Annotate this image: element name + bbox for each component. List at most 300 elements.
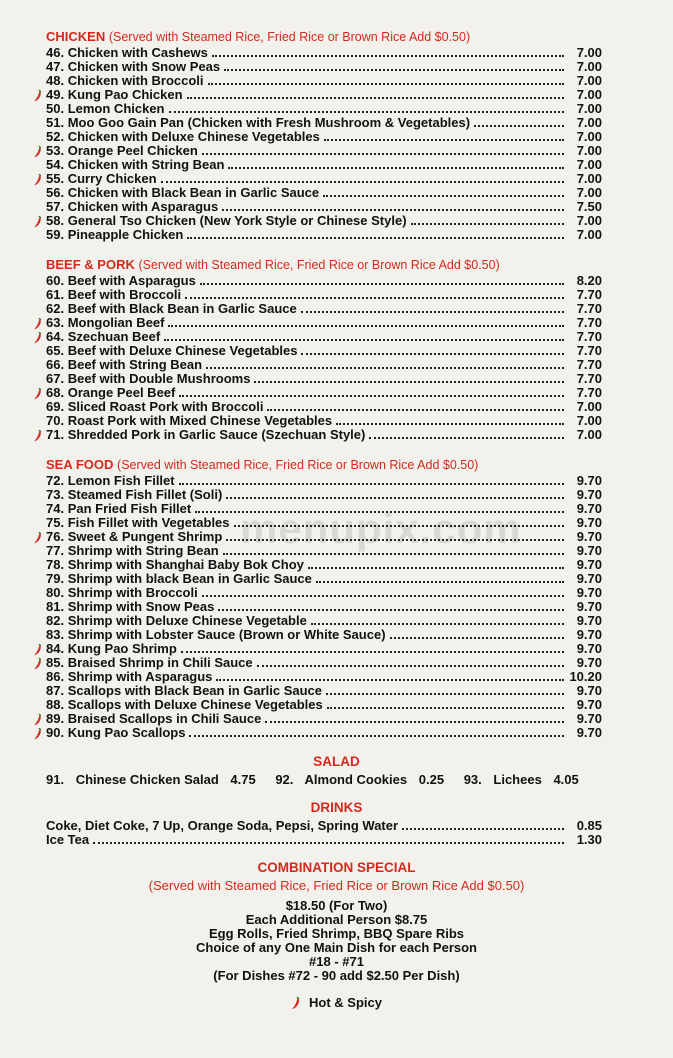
dot-leader (161, 171, 564, 183)
item-number: 87. (46, 683, 65, 698)
item-title: Kung Pao Scallops (67, 725, 186, 740)
menu-item-row (46, 330, 602, 344)
combo-note: (Served with Steamed Rice, Fried Rice or Brown Rice Add $0.50) (148, 878, 525, 893)
drinks-heading: DRINKS (310, 800, 363, 815)
section-header-chicken (46, 30, 626, 44)
item-number: 93. (463, 772, 482, 787)
menu-item-row (46, 474, 602, 488)
menu-item-row (46, 712, 602, 726)
dot-leader (267, 399, 564, 411)
item-number: 63. (46, 315, 65, 330)
item-number: 54. (46, 157, 65, 172)
dot-leader (200, 273, 564, 285)
dot-leader (301, 301, 564, 313)
item-price: 7.00 (576, 87, 602, 102)
item-price: 7.00 (576, 101, 602, 116)
item-name (46, 330, 160, 344)
item-number: 52. (46, 129, 65, 144)
item-number: 89. (46, 711, 65, 726)
section-note: (Served with Steamed Rice, Fried Rice or Brown Rice Add $0.50) (108, 30, 471, 44)
menu-item-row (46, 400, 602, 414)
item-price: 7.70 (576, 315, 602, 330)
item-price: 1.30 (576, 832, 602, 847)
item-number: 51. (46, 115, 65, 130)
item-title: Beef with String Bean (67, 357, 203, 372)
item-price: 7.00 (576, 129, 602, 144)
menu-item-row (46, 600, 602, 614)
item-title: General Tso Chicken (New York Style or Chinese Style) (67, 213, 407, 228)
item-number: 53. (46, 143, 65, 158)
item-name (46, 558, 304, 572)
dot-leader (228, 157, 564, 169)
item-name (46, 316, 164, 330)
item-number: 78. (46, 557, 65, 572)
menu-item-row (46, 544, 602, 558)
legend (0, 996, 673, 1010)
item-title: Chicken with Cashews (67, 45, 208, 60)
menu-item-row (46, 614, 602, 628)
dot-leader (195, 501, 564, 513)
item-name (46, 572, 312, 586)
dot-leader (324, 129, 564, 141)
item-price: 9.70 (576, 655, 602, 670)
item-price: 7.70 (576, 371, 602, 386)
item-name (46, 414, 332, 428)
item-price: 9.70 (576, 683, 602, 698)
dot-leader (189, 725, 564, 737)
dot-leader (208, 73, 564, 85)
item-title: Scallops with Black Bean in Garlic Sauce (67, 683, 323, 698)
menu-item-row (46, 144, 602, 158)
dot-leader (301, 343, 564, 355)
menu-item-row (46, 358, 602, 372)
dot-leader (474, 115, 564, 127)
menu-item-row (46, 558, 602, 572)
item-number: 61. (46, 287, 65, 302)
menu-item-row (46, 274, 602, 288)
section-header-sea-food (46, 458, 626, 472)
item-name (46, 116, 470, 130)
item-number: 68. (46, 385, 65, 400)
item-title: Moo Goo Gain Pan (Chicken with Fresh Mushroom & Vegetables) (67, 115, 471, 130)
menu-item-row (46, 60, 602, 74)
item-number: 84. (46, 641, 65, 656)
item-name (46, 726, 185, 740)
dot-leader (390, 627, 564, 639)
section-title: SEA FOOD (46, 457, 114, 472)
item-number: 69. (46, 399, 65, 414)
item-title: Chicken with Deluxe Chinese Vegetables (67, 129, 320, 144)
menu-item-row (46, 698, 602, 712)
item-number: 75. (46, 515, 65, 530)
item-price: 9.70 (576, 515, 602, 530)
item-price: 7.00 (576, 171, 602, 186)
menu-item-row (46, 656, 602, 670)
menu-item-row (46, 488, 602, 502)
menu-item-row (46, 228, 602, 242)
item-price: 4.05 (553, 772, 579, 787)
item-price: 9.70 (576, 641, 602, 656)
item-name (46, 628, 386, 642)
item-number: 49. (46, 87, 65, 102)
section-title: CHICKEN (46, 29, 106, 44)
chili-pepper-icon (32, 429, 44, 441)
item-name (46, 274, 196, 288)
item-title: Sliced Roast Pork with Broccoli (67, 399, 264, 414)
menu-item-row (46, 502, 602, 516)
item-number: 60. (46, 273, 65, 288)
item-price: 9.70 (576, 529, 602, 544)
dot-leader (169, 101, 565, 113)
dot-leader (226, 529, 564, 541)
item-number: 67. (46, 371, 65, 386)
item-name: Coke, Diet Coke, 7 Up, Orange Soda, Pepsi, Spring Water (46, 818, 399, 833)
item-title: Braised Scallops in Chili Sauce (67, 711, 262, 726)
item-title: Braised Shrimp in Chili Sauce (67, 655, 253, 670)
dot-leader (257, 655, 564, 667)
item-name (46, 344, 297, 358)
item-name (46, 670, 212, 684)
item-number: 85. (46, 655, 65, 670)
item-name (46, 172, 157, 186)
dot-leader (234, 515, 564, 527)
item-number: 59. (46, 227, 65, 242)
item-number: 79. (46, 571, 65, 586)
item-name (46, 684, 322, 698)
item-number: 71. (46, 427, 65, 442)
item-price: 9.70 (576, 473, 602, 488)
item-price: 9.70 (576, 599, 602, 614)
dot-leader (181, 641, 564, 653)
item-title: Curry Chicken (67, 171, 157, 186)
item-price: 9.70 (576, 487, 602, 502)
item-price: 8.20 (576, 273, 602, 288)
item-name (46, 372, 250, 386)
chili-pepper-icon (32, 317, 44, 329)
item-number: 58. (46, 213, 65, 228)
item-title: Pineapple Chicken (67, 227, 184, 242)
dot-leader (179, 385, 564, 397)
item-price: 7.00 (576, 115, 602, 130)
section-note: (Served with Steamed Rice, Fried Rice or Brown Rice Add $0.50) (138, 258, 500, 272)
item-name (46, 158, 224, 172)
dot-leader (187, 227, 564, 239)
item-name (46, 544, 219, 558)
item-title: Scallops with Deluxe Chinese Vegetables (67, 697, 323, 712)
item-price: 9.70 (576, 613, 602, 628)
item-title: Kung Pao Shrimp (67, 641, 177, 656)
item-title: Shredded Pork in Garlic Sauce (Szechuan Style) (67, 427, 366, 442)
item-title: Orange Peel Chicken (67, 143, 198, 158)
item-price: 9.70 (576, 501, 602, 516)
item-name (46, 474, 175, 488)
item-number: 80. (46, 585, 65, 600)
item-name (46, 102, 165, 116)
item-title: Beef with Black Bean in Garlic Sauce (67, 301, 297, 316)
menu-item-row (46, 642, 602, 656)
item-price: 7.50 (576, 199, 602, 214)
item-price: 7.00 (576, 213, 602, 228)
dot-leader (223, 543, 564, 555)
item-name (46, 200, 218, 214)
item-price: 7.70 (576, 357, 602, 372)
salad-item-92 (275, 772, 452, 787)
item-title: Fish Fillet with Vegetables (67, 515, 230, 530)
dot-leader (206, 357, 564, 369)
menu-item-row (46, 316, 602, 330)
menu-item-row (46, 214, 602, 228)
menu-item-row (46, 102, 602, 116)
salad-heading: SALAD (313, 754, 360, 769)
item-title: Chicken with Black Bean in Garlic Sauce (67, 185, 320, 200)
item-name: Lichees (493, 772, 542, 787)
item-number: 62. (46, 301, 65, 316)
item-name (46, 698, 323, 712)
item-name: Chinese Chicken Salad (75, 772, 219, 787)
dot-leader (265, 711, 564, 723)
dot-leader (187, 87, 564, 99)
item-name (46, 228, 183, 242)
item-price: 7.00 (576, 59, 602, 74)
combo-line: Choice of any One Main Dish for each Person (195, 940, 477, 955)
item-number: 72. (46, 473, 65, 488)
item-title: Shrimp with Lobster Sauce (Brown or White Sauce) (67, 627, 386, 642)
item-title: Sweet & Pungent Shrimp (67, 529, 223, 544)
item-title: Chicken with String Bean (67, 157, 225, 172)
menu-item-row (46, 516, 602, 530)
item-price: 9.70 (576, 585, 602, 600)
dot-leader (411, 213, 564, 225)
item-title: Szechuan Beef (67, 329, 161, 344)
menu-item-row (46, 344, 602, 358)
item-number: 46. (46, 45, 65, 60)
salad-item-93 (464, 772, 587, 787)
menu-item-row (46, 74, 602, 88)
combo-line: #18 - #71 (309, 954, 364, 969)
item-price: 7.00 (576, 413, 602, 428)
menu-item-row (46, 372, 602, 386)
dot-leader (308, 557, 564, 569)
salad-row (46, 773, 606, 787)
combo-heading: COMBINATION SPECIAL (257, 860, 416, 875)
item-title: Shrimp with Deluxe Chinese Vegetable (67, 613, 307, 628)
item-price: 7.70 (576, 329, 602, 344)
item-price: 7.00 (576, 45, 602, 60)
item-price: 7.00 (576, 227, 602, 242)
dot-leader (326, 683, 564, 695)
item-title: Mongolian Beef (67, 315, 165, 330)
item-name (46, 60, 220, 74)
chili-pepper-icon (291, 997, 301, 1010)
item-price: 7.70 (576, 287, 602, 302)
item-price: 7.70 (576, 343, 602, 358)
dot-leader (216, 669, 564, 681)
dot-leader (185, 287, 564, 299)
dot-leader (218, 599, 564, 611)
item-number: 50. (46, 101, 65, 116)
item-name (46, 74, 204, 88)
item-title: Chicken with Broccoli (67, 73, 204, 88)
item-price: 7.00 (576, 157, 602, 172)
item-name (46, 386, 175, 400)
item-name (46, 642, 177, 656)
item-number: 88. (46, 697, 65, 712)
item-number: 77. (46, 543, 65, 558)
menu-item-row (46, 88, 602, 102)
menu-item-row (46, 670, 602, 684)
item-number: 81. (46, 599, 65, 614)
dot-leader (327, 697, 564, 709)
chili-pepper-icon (32, 331, 44, 343)
item-name (46, 428, 365, 442)
item-name (46, 302, 297, 316)
combo-line: Each Additional Person $8.75 (245, 912, 428, 927)
item-number: 57. (46, 199, 65, 214)
salad-item-91 (46, 772, 264, 787)
item-title: Orange Peel Beef (67, 385, 176, 400)
item-title: Beef with Broccoli (67, 287, 182, 302)
menu-item-row (46, 172, 602, 186)
item-title: Beef with Deluxe Chinese Vegetables (67, 343, 298, 358)
item-price: 7.70 (576, 385, 602, 400)
item-name (46, 586, 198, 600)
item-price: 9.70 (576, 725, 602, 740)
item-title: Beef with Double Mushrooms (67, 371, 251, 386)
item-title: Shrimp with Broccoli (67, 585, 198, 600)
menu-item-row (46, 586, 602, 600)
item-price: 7.00 (576, 73, 602, 88)
drink-row (46, 833, 602, 847)
item-name (46, 214, 407, 228)
item-title: Shrimp with Asparagus (67, 669, 213, 684)
item-name (46, 186, 319, 200)
menu-item-row (46, 726, 602, 740)
item-name (46, 516, 230, 530)
item-price: 7.00 (576, 399, 602, 414)
menu-item-row (46, 288, 602, 302)
item-price: 9.70 (576, 697, 602, 712)
item-title: Beef with Asparagus (67, 273, 196, 288)
item-title: Chicken with Snow Peas (67, 59, 221, 74)
menu-item-row (46, 200, 602, 214)
chili-pepper-icon (32, 727, 44, 739)
dot-leader (254, 371, 564, 383)
item-number: 66. (46, 357, 65, 372)
combo-line: Egg Rolls, Fried Shrimp, BBQ Spare Ribs (209, 926, 464, 941)
dot-leader (336, 413, 564, 425)
menu-item-row (46, 530, 602, 544)
item-price: 9.70 (576, 543, 602, 558)
menu-item-row (46, 572, 602, 586)
menu-item-row (46, 158, 602, 172)
item-title: Pan Fried Fish Fillet (67, 501, 192, 516)
item-title: Shrimp with Shanghai Baby Bok Choy (67, 557, 304, 572)
menu-item-row (46, 116, 602, 130)
item-title: Shrimp with black Bean in Garlic Sauce (67, 571, 312, 586)
item-name: Almond Cookies (304, 772, 408, 787)
dot-leader (323, 185, 564, 197)
dot-leader (168, 315, 564, 327)
chili-pepper-icon (32, 215, 44, 227)
menu-item-row (46, 186, 602, 200)
item-price: 9.70 (576, 711, 602, 726)
item-name (46, 130, 320, 144)
item-price: 0.85 (576, 818, 602, 833)
item-name (46, 530, 222, 544)
item-number: 76. (46, 529, 65, 544)
item-number: 47. (46, 59, 65, 74)
menu-item-row (46, 684, 602, 698)
item-name (46, 600, 214, 614)
item-price: 0.25 (418, 772, 445, 787)
chili-pepper-icon (32, 387, 44, 399)
item-number: 48. (46, 73, 65, 88)
item-title: Chicken with Asparagus (67, 199, 219, 214)
item-title: Roast Pork with Mixed Chinese Vegetables (67, 413, 333, 428)
item-number: 65. (46, 343, 65, 358)
item-price: 9.70 (576, 627, 602, 642)
item-number: 55. (46, 171, 65, 186)
item-name (46, 144, 198, 158)
item-name (46, 46, 208, 60)
menu-item-row (46, 414, 602, 428)
item-title: Lemon Fish Fillet (67, 473, 175, 488)
item-title: Kung Pao Chicken (67, 87, 183, 102)
section-title: BEEF & PORK (46, 257, 135, 272)
chili-pepper-icon (32, 713, 44, 725)
item-number: 90. (46, 725, 65, 740)
dot-leader (311, 613, 564, 625)
item-number: 82. (46, 613, 65, 628)
item-number: 56. (46, 185, 65, 200)
dot-leader (316, 571, 564, 583)
dot-leader (224, 59, 564, 71)
item-price: 7.00 (576, 143, 602, 158)
dot-leader (212, 45, 564, 57)
dot-leader (369, 427, 564, 439)
item-number: 64. (46, 329, 65, 344)
item-number: 83. (46, 627, 65, 642)
item-name (46, 656, 253, 670)
item-price: 7.00 (576, 427, 602, 442)
item-name (46, 88, 183, 102)
item-name (46, 502, 191, 516)
item-number: 73. (46, 487, 65, 502)
watermark: menupix.com (240, 505, 522, 552)
item-price: 4.75 (230, 772, 256, 787)
item-price: 7.00 (576, 185, 602, 200)
chili-pepper-icon (32, 643, 44, 655)
dot-leader (202, 585, 564, 597)
item-name (46, 614, 307, 628)
chili-pepper-icon (32, 173, 44, 185)
menu-item-row (46, 302, 602, 316)
item-price: 10.20 (569, 669, 602, 684)
dot-leader (222, 199, 564, 211)
chili-pepper-icon (32, 657, 44, 669)
dot-leader (179, 473, 564, 485)
item-name (46, 488, 222, 502)
menu-item-row (46, 428, 602, 442)
item-number: 86. (46, 669, 65, 684)
dot-leader (93, 832, 564, 844)
section-note: (Served with Steamed Rice, Fried Rice or Brown Rice Add $0.50) (117, 458, 479, 472)
chili-pepper-icon (32, 145, 44, 157)
item-name (46, 288, 181, 302)
item-price: 9.70 (576, 557, 602, 572)
menu-item-row (46, 628, 602, 642)
combo-line: $18.50 (For Two) (285, 898, 388, 913)
